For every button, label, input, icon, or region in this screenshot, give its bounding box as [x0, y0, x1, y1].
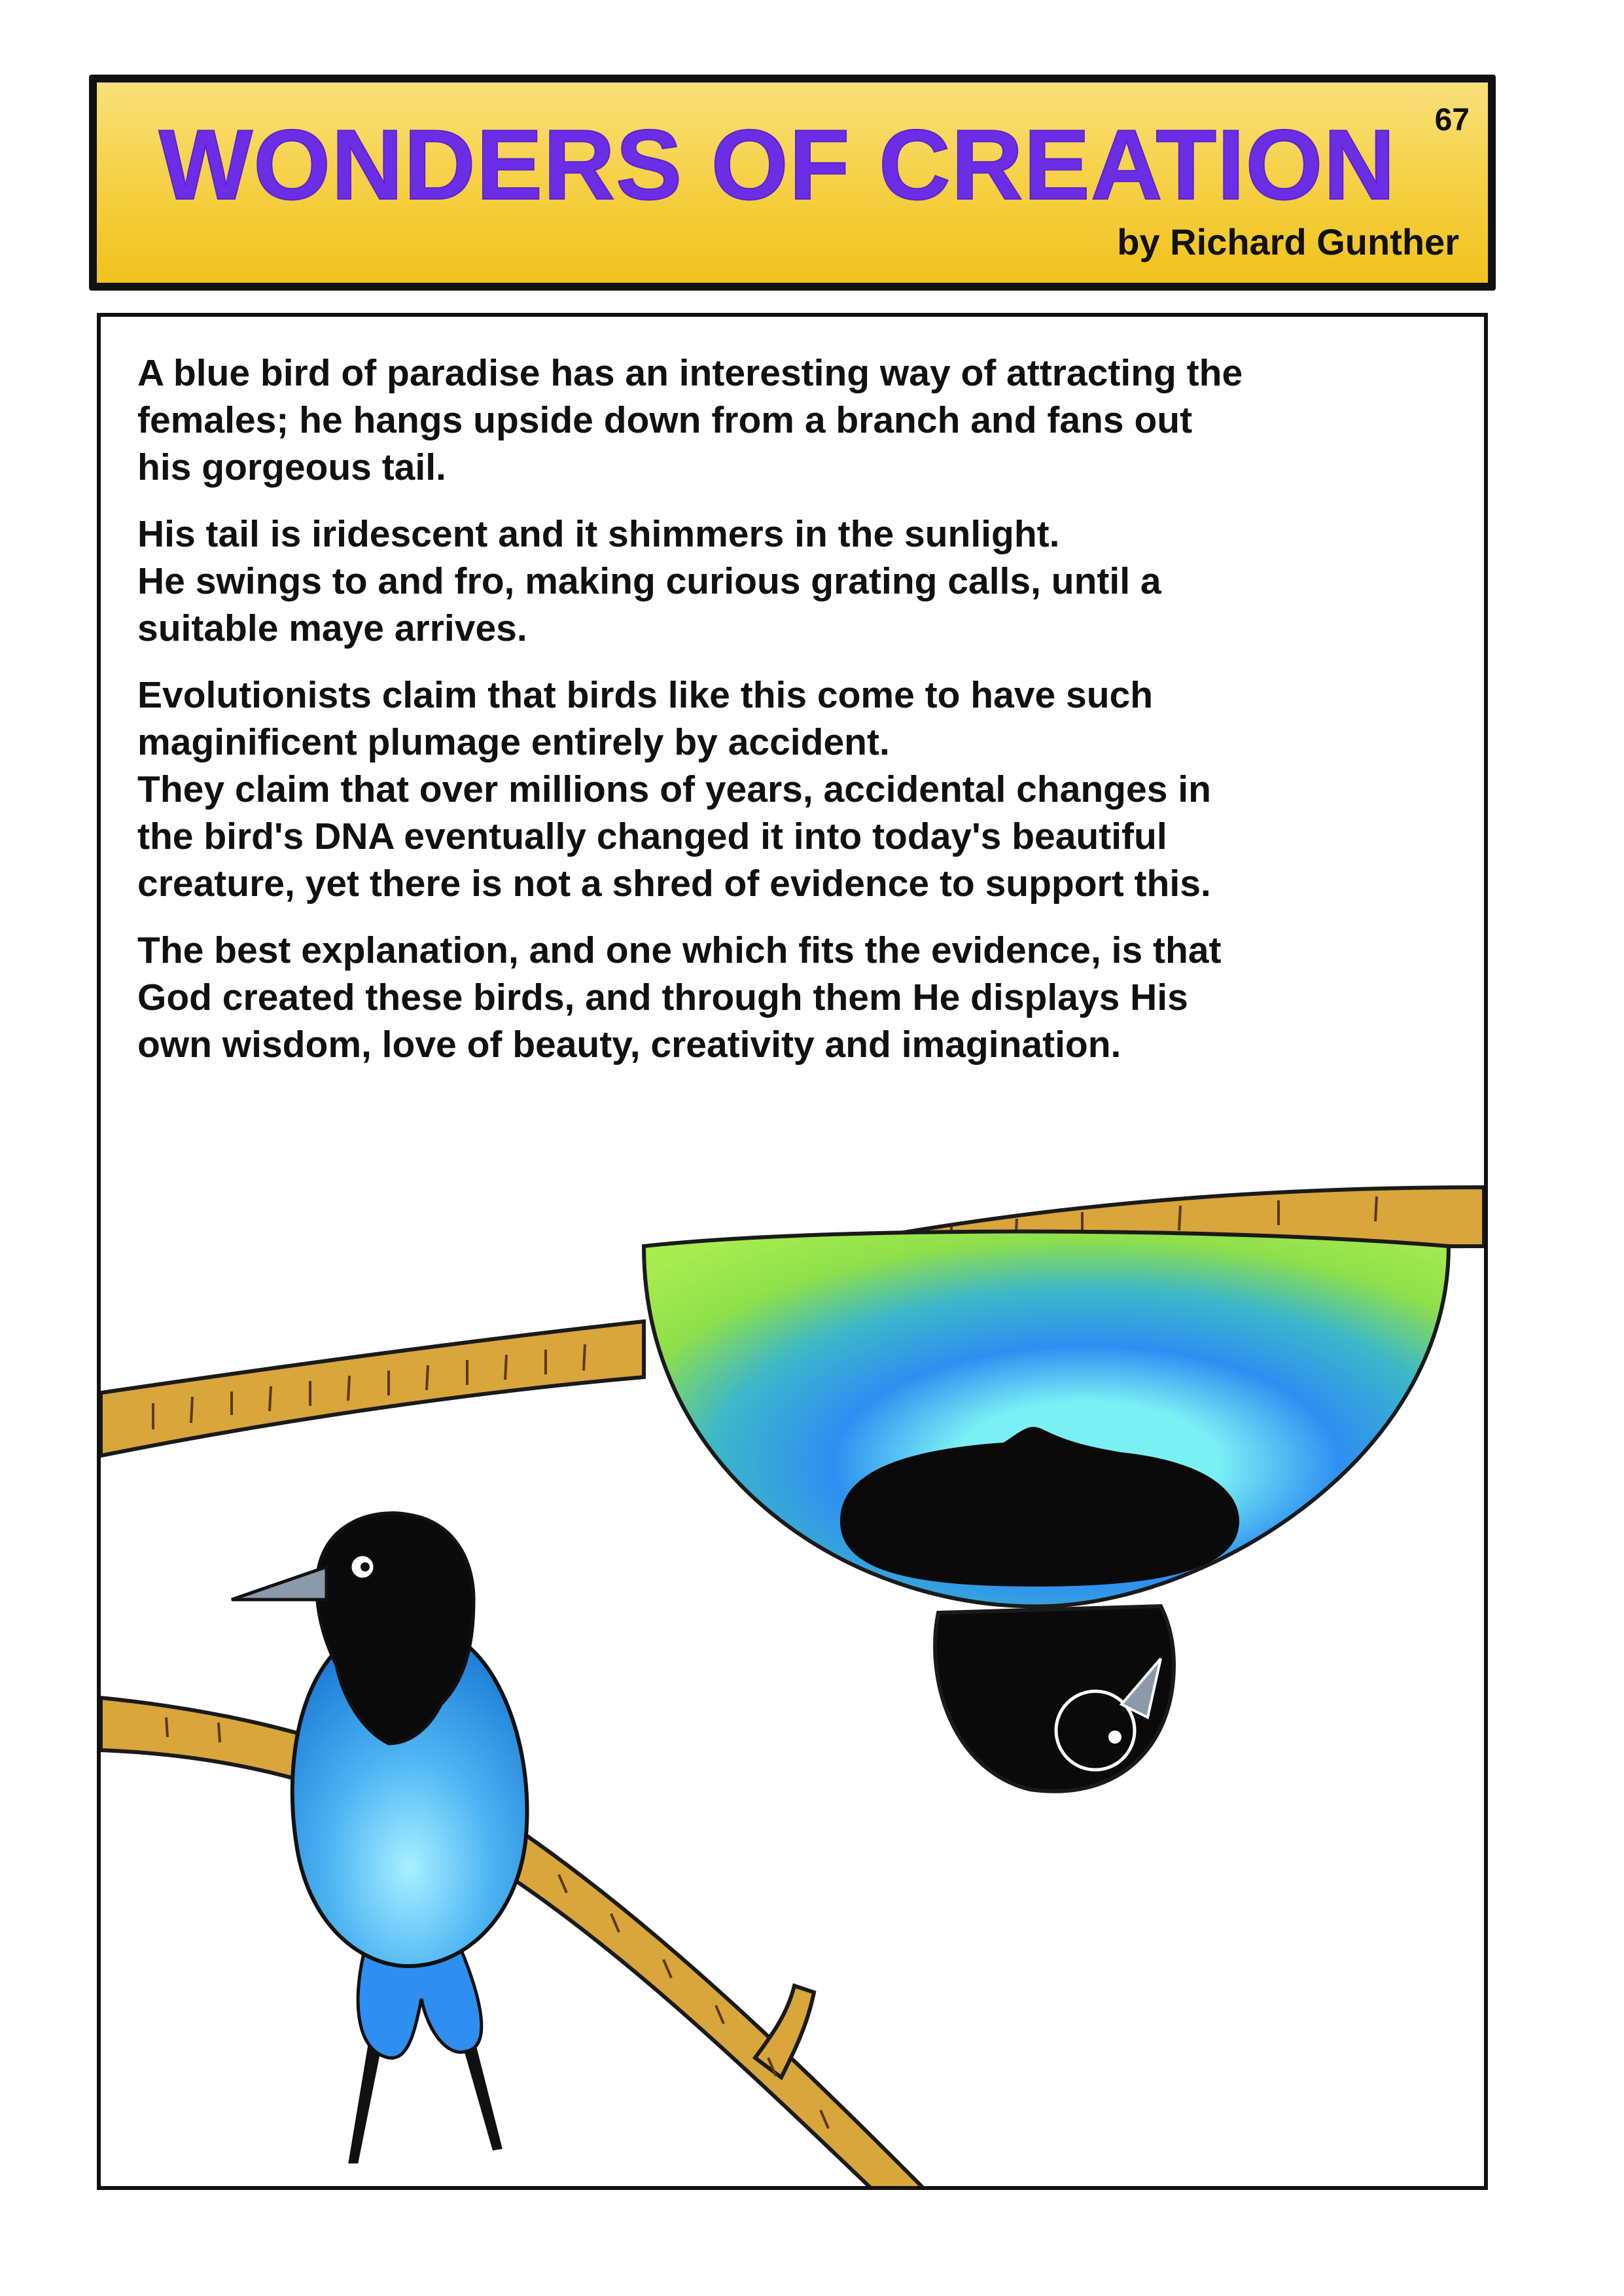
paragraph-1	[137, 350, 1446, 491]
text-line: The best explanation, and one which fits the evidence, is that	[137, 929, 1222, 971]
text-line: Evolutionists claim that birds like this come to have such	[137, 674, 1154, 716]
author-byline: by Richard Gunther	[1117, 221, 1459, 262]
paragraph-3	[137, 672, 1446, 907]
text-line: maginificent plumage entirely by accident.	[137, 721, 890, 763]
text-line: He swings to and fro, making curious grating calls, until a	[137, 560, 1161, 602]
hanging-bird-eye	[1108, 1731, 1121, 1744]
upper-branch	[101, 1321, 644, 1456]
text-line: own wisdom, love of beauty, creativity and imagination.	[137, 1024, 1121, 1066]
article-text	[137, 350, 1446, 1088]
page-title: WONDERS OF CREATION	[158, 109, 1396, 221]
text-line: his gorgeous tail.	[137, 446, 446, 488]
title-banner	[89, 75, 1496, 291]
text-line: His tail is iridescent and it shimmers in the sunlight.	[137, 513, 1060, 555]
text-line: creature, yet there is not a shred of evidence to support this.	[137, 863, 1211, 905]
perched-bird-beak	[232, 1567, 327, 1600]
hanging-bird-fan	[644, 1232, 1449, 1791]
paragraph-4	[137, 927, 1446, 1068]
text-line: suitable maye arrives.	[137, 607, 527, 649]
text-line: the bird's DNA eventually changed it into today's beautiful	[137, 816, 1167, 857]
page-number: 67	[1434, 103, 1470, 137]
paragraph-2	[137, 511, 1446, 652]
text-line: A blue bird of paradise has an interesting way of attracting the	[137, 352, 1243, 394]
content-panel	[97, 313, 1488, 2190]
text-line: They claim that over millions of years, accidental changes in	[137, 768, 1211, 810]
text-line: God created these birds, and through them He displays His	[137, 977, 1188, 1018]
perched-bird	[232, 1513, 527, 2162]
bird-of-paradise-illustration	[101, 1181, 1484, 2190]
text-line: females; he hangs upside down from a branch and fans out	[137, 399, 1193, 441]
